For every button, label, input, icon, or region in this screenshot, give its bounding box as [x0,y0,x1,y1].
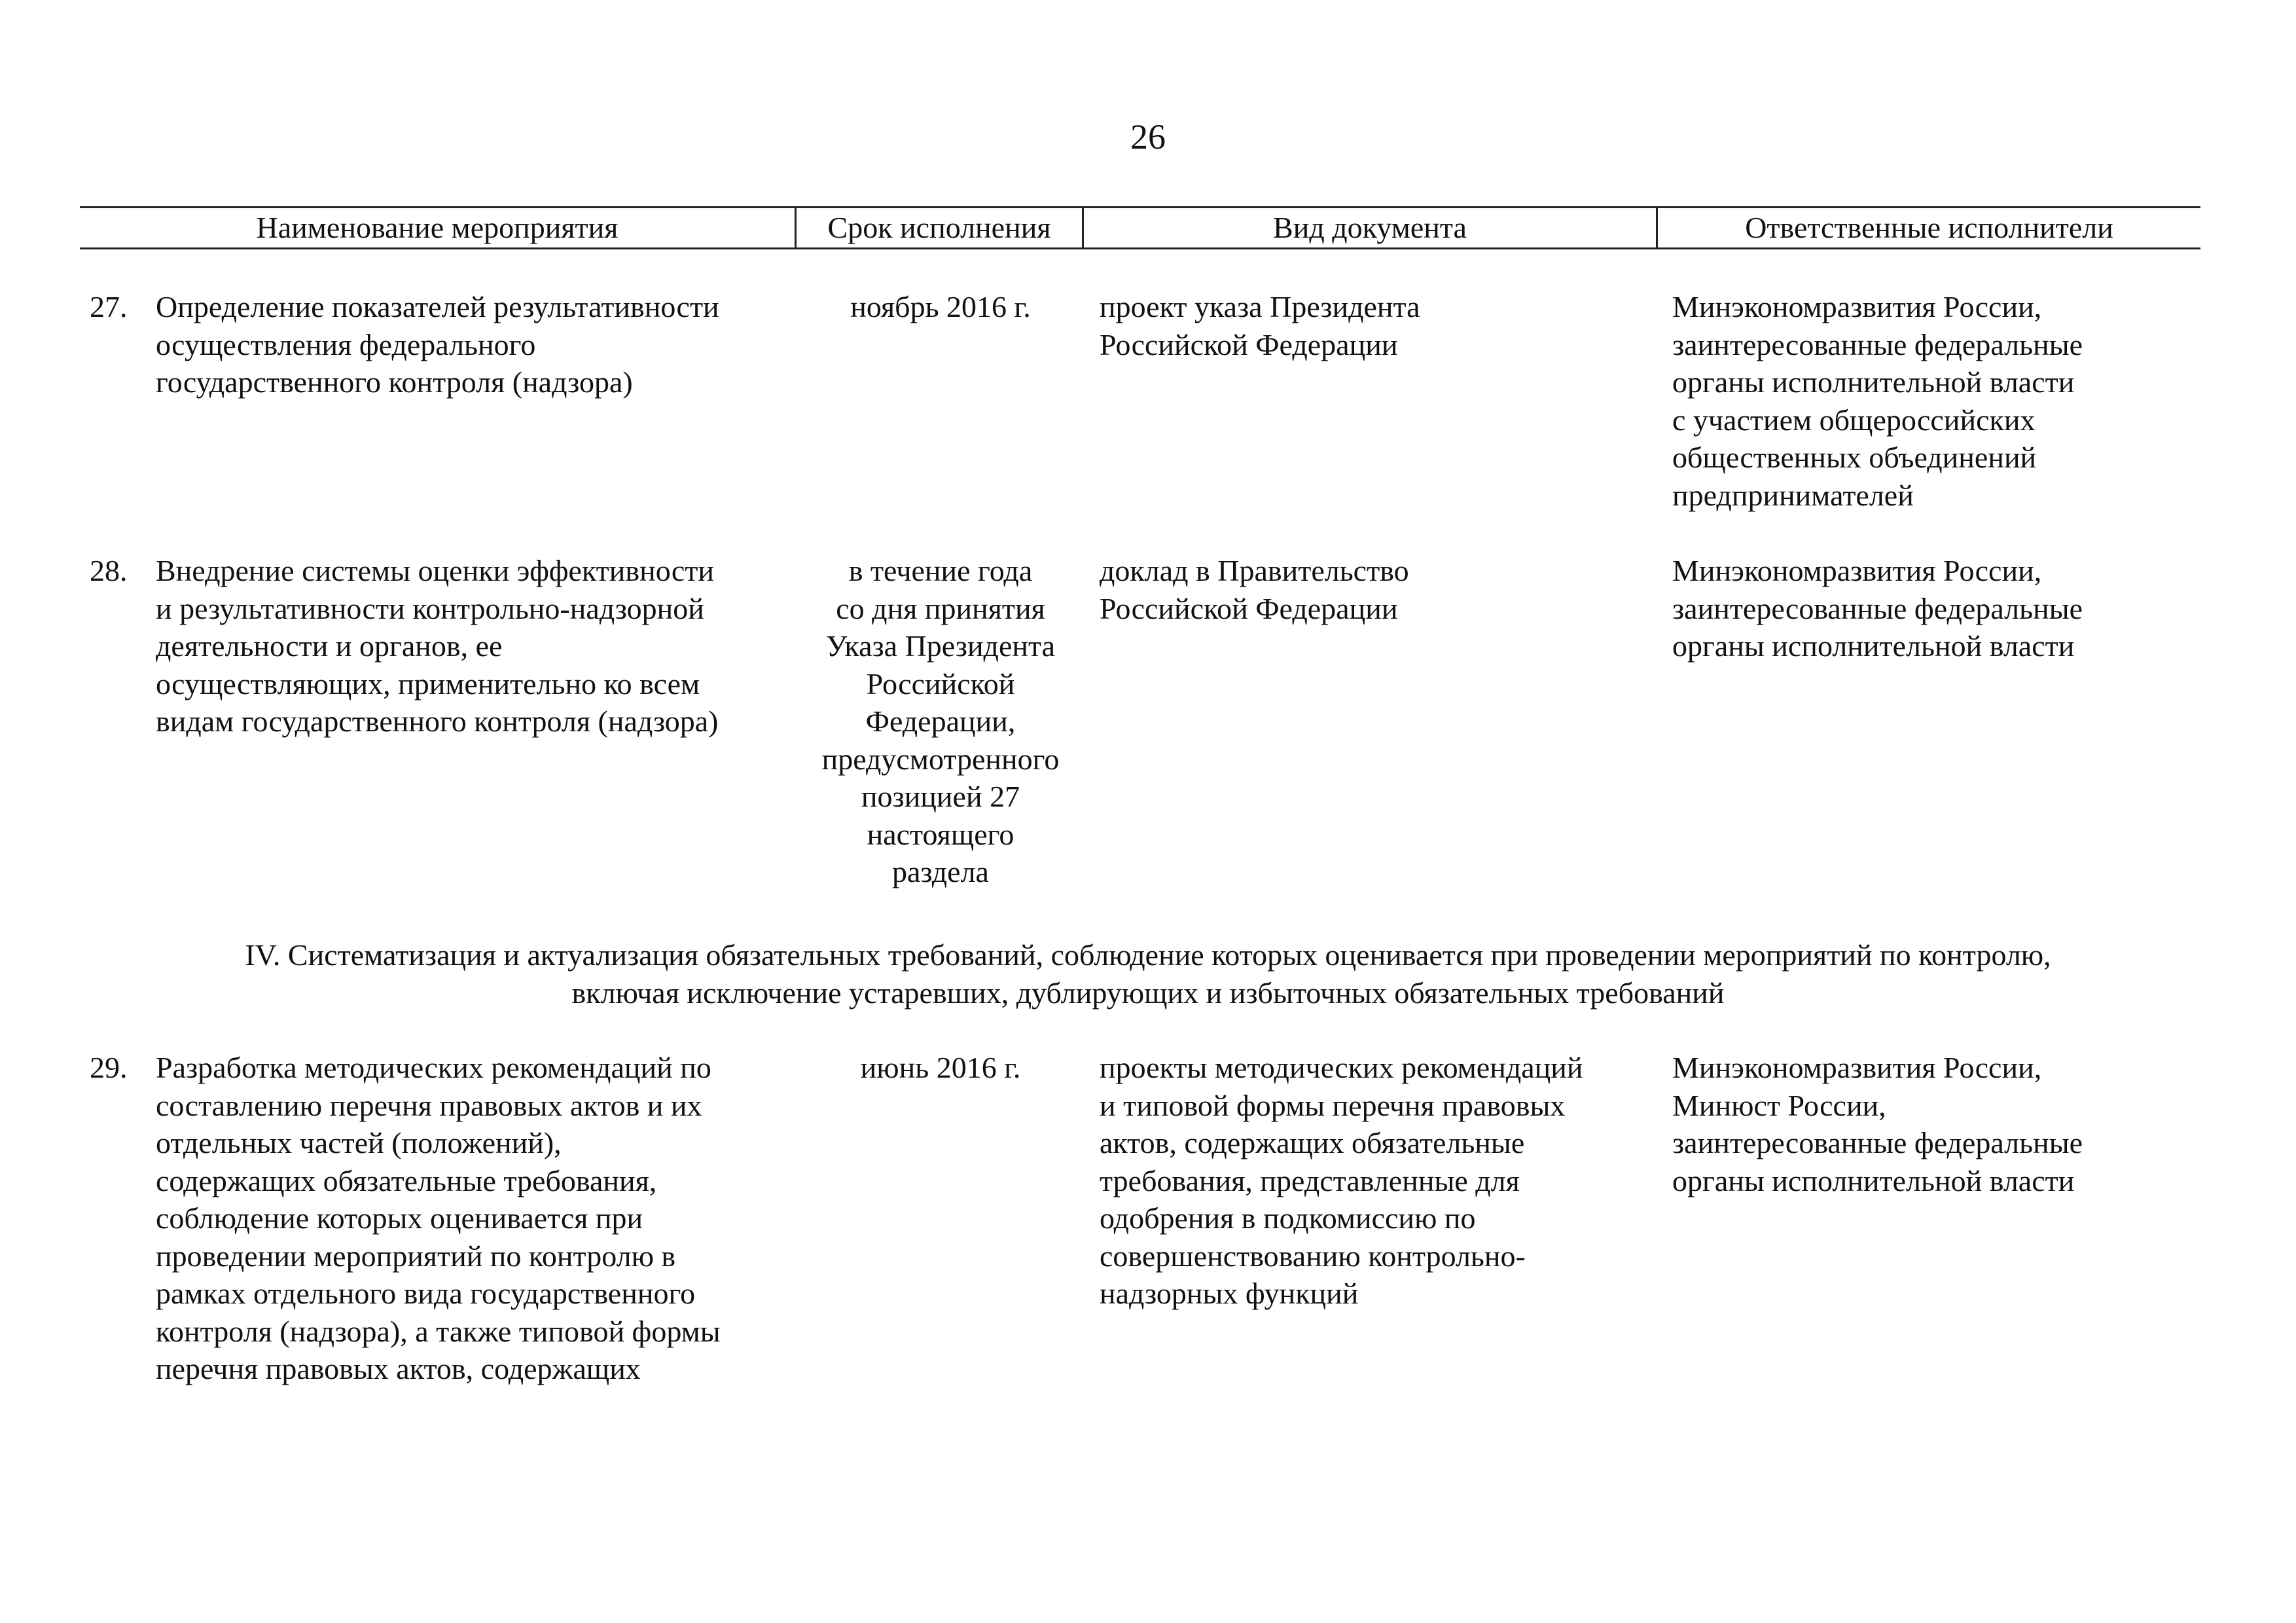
row-term: ноябрь 2016 г. [850,290,1031,323]
header-term: Срок исполнения [827,211,1051,244]
row-responsible: Минэкономразвития России, Минюст России, заинтересованные федеральные органы исполнительной власти [1672,1051,2083,1197]
row-name: Определение показателей результативности осуществления федерального государственного контроля (надзора) [156,290,719,399]
row-document: проекты методических рекомендаций и типовой формы перечня правовых актов, содержащих обязательные требования, представленные для одобрения в подкомиссию по совершенствованию контрольно- надзорных функций [1100,1051,1583,1310]
table-header [80,206,2200,249]
section-title-line: включая исключение устаревших, дублирующих и избыточных обязательных требований [571,976,1725,1010]
section-title [85,936,2211,1012]
page-number: 26 [1130,117,1166,156]
section-title-line: IV. Систематизация и актуализация обязательных требований, соблюдение которых оценивается при проведении мероприятий по контролю, [245,938,2051,972]
row-term: июнь 2016 г. [860,1051,1021,1084]
row-number: 28. [90,554,128,587]
row-document: проект указа Президента Российской Федерации [1100,290,1420,361]
row-name: Разработка методических рекомендаций по составлению перечня правовых актов и их отдельных частей (положений), содержащих обязательные требования, соблюдение которых оценивается при проведении мероприятий по контролю в рамках отдельного вида государственного контроля (надзора), а также типовой формы перечня правовых актов, содержащих [156,1051,721,1385]
header-name: Наименование мероприятия [256,211,619,244]
header-responsible: Ответственные исполнители [1745,211,2113,244]
row-term: в течение года со дня принятия Указа Президента Российской Федерации, предусмотренного позицией 27 настоящего раздела [821,554,1060,888]
row-number: 29. [90,1051,128,1084]
row-document: доклад в Правительство Российской Федерации [1100,554,1409,625]
row-responsible: Минэкономразвития России, заинтересованные федеральные органы исполнительной власти с участием общероссийских общественных объединений предпринимателей [1672,290,2083,512]
row-name: Внедрение системы оценки эффективности и результативности контрольно-надзорной деятельности и органов, ее осуществляющих, применительно ко всем видам государственного контроля (надзора) [156,554,719,738]
header-document: Вид документа [1273,211,1467,244]
row-responsible: Минэкономразвития России, заинтересованные федеральные органы исполнительной власти [1672,554,2083,663]
row-number: 27. [90,290,128,323]
